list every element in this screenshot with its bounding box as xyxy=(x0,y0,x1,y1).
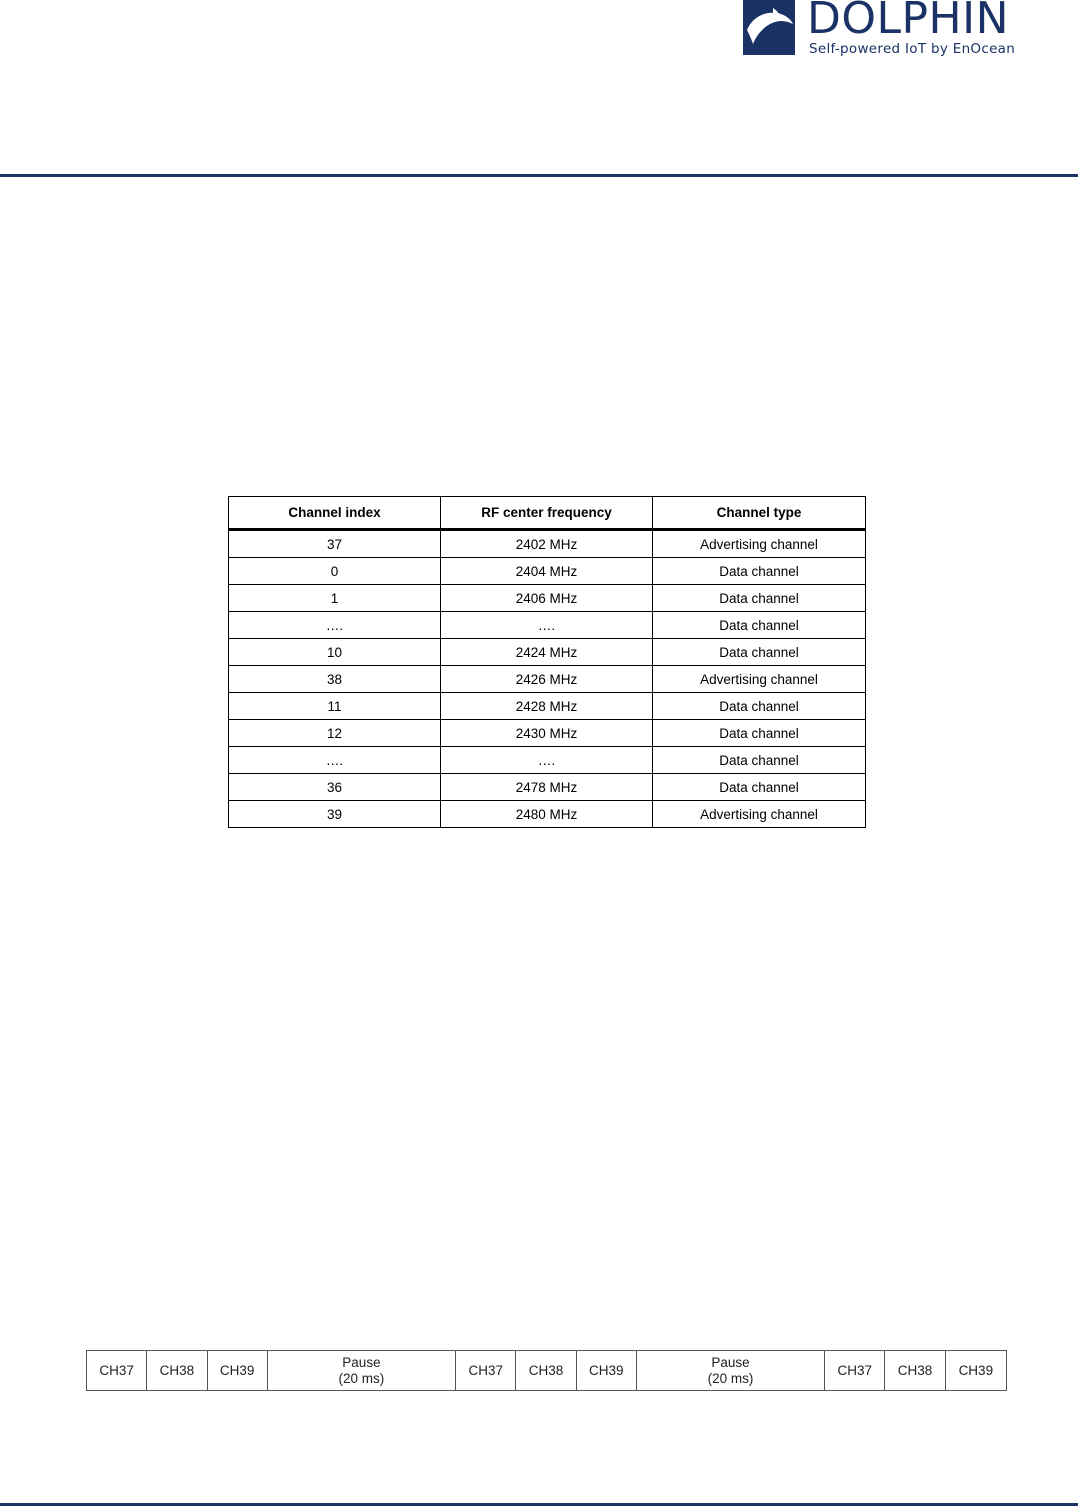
pause-duration: (20 ms) xyxy=(338,1370,385,1386)
channel-index-cell: 11 xyxy=(229,693,441,720)
table-row xyxy=(229,639,866,666)
sequence-channel-cell: CH37 xyxy=(456,1351,516,1390)
channel-index-cell: 37 xyxy=(229,530,441,558)
channel-type-cell: Data channel xyxy=(653,558,866,585)
channel-index-cell: …. xyxy=(229,747,441,774)
pause-duration: (20 ms) xyxy=(707,1370,754,1386)
dolphin-logo-icon xyxy=(743,0,795,55)
logo-tagline: Self-powered IoT by EnOcean xyxy=(809,41,1016,57)
channel-type-cell: Data channel xyxy=(653,720,866,747)
table-header-row xyxy=(229,497,866,530)
channel-type-cell: Data channel xyxy=(653,747,866,774)
dolphin-logo xyxy=(743,0,1043,60)
advertising-sequence-diagram xyxy=(86,1350,1007,1391)
pause-label: Pause xyxy=(711,1354,750,1370)
rf-frequency-cell: 2402 MHz xyxy=(441,530,653,558)
sequence-channel-cell: CH38 xyxy=(885,1351,945,1390)
table-row xyxy=(229,720,866,747)
sequence-pause-cell xyxy=(637,1351,825,1390)
rf-frequency-cell: 2424 MHz xyxy=(441,639,653,666)
header-rule xyxy=(0,174,1078,177)
rf-frequency-cell: 2478 MHz xyxy=(441,774,653,801)
sequence-channel-cell: CH38 xyxy=(516,1351,576,1390)
channel-index-cell: 39 xyxy=(229,801,441,828)
sequence-channel-cell: CH39 xyxy=(577,1351,637,1390)
sequence-channel-cell: CH39 xyxy=(958,1362,994,1378)
channel-index-cell: 10 xyxy=(229,639,441,666)
table-row xyxy=(229,747,866,774)
channel-type-cell: Data channel xyxy=(653,693,866,720)
channel-type-cell: Data channel xyxy=(653,585,866,612)
pause-label: Pause xyxy=(342,1354,381,1370)
table-row xyxy=(229,801,866,828)
footer-rule xyxy=(0,1503,1078,1506)
channel-index-cell: 36 xyxy=(229,774,441,801)
table-row xyxy=(229,585,866,612)
channel-type-cell: Data channel xyxy=(653,639,866,666)
channel-type-cell: Advertising channel xyxy=(653,530,866,558)
column-header-rf-center-frequency: RF center frequency xyxy=(441,497,653,530)
channel-index-cell: 38 xyxy=(229,666,441,693)
channel-index-cell: 0 xyxy=(229,558,441,585)
logo-wordmark: DOLPHIN xyxy=(807,0,1010,44)
channel-type-cell: Data channel xyxy=(653,774,866,801)
rf-frequency-cell: 2428 MHz xyxy=(441,693,653,720)
rf-frequency-cell: …. xyxy=(441,747,653,774)
rf-frequency-cell: …. xyxy=(441,612,653,639)
channel-type-cell: Data channel xyxy=(653,612,866,639)
table-row xyxy=(229,693,866,720)
table-row xyxy=(229,666,866,693)
channel-index-cell: …. xyxy=(229,612,441,639)
rf-frequency-cell: 2406 MHz xyxy=(441,585,653,612)
sequence-pause-cell xyxy=(268,1351,456,1390)
channel-type-cell: Advertising channel xyxy=(653,801,866,828)
channel-index-cell: 12 xyxy=(229,720,441,747)
table-row xyxy=(229,612,866,639)
channel-type-cell: Advertising channel xyxy=(653,666,866,693)
table-row xyxy=(229,530,866,558)
sequence-channel-cell: CH37 xyxy=(87,1351,147,1390)
table-row xyxy=(229,558,866,585)
column-header-channel-index: Channel index xyxy=(229,497,441,530)
channel-table xyxy=(228,496,866,828)
table-row xyxy=(229,774,866,801)
column-header-channel-type: Channel type xyxy=(653,497,866,530)
sequence-channel-cell: CH38 xyxy=(147,1351,207,1390)
rf-frequency-cell: 2404 MHz xyxy=(441,558,653,585)
rf-frequency-cell: 2480 MHz xyxy=(441,801,653,828)
rf-frequency-cell: 2430 MHz xyxy=(441,720,653,747)
channel-index-cell: 1 xyxy=(229,585,441,612)
sequence-channel-cell: CH39 xyxy=(208,1351,268,1390)
rf-frequency-cell: 2426 MHz xyxy=(441,666,653,693)
sequence-channel-cell: CH37 xyxy=(825,1351,885,1390)
